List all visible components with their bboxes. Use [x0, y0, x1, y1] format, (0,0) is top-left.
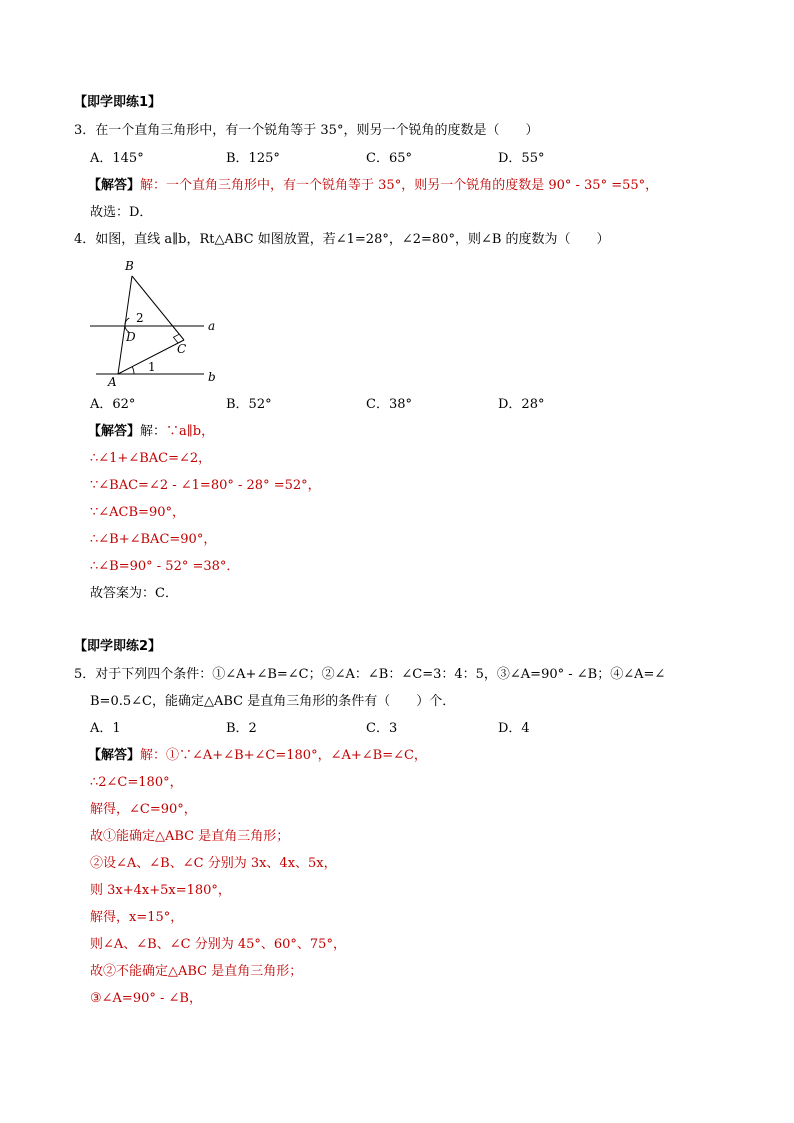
- q4-step-1: ∴∠1+∠BAC=∠2，: [90, 451, 212, 466]
- q5-option-d: D．4: [498, 721, 530, 736]
- q4-conclusion: 故答案为：C．: [90, 586, 178, 601]
- q5-step-2: 解得，∠C=90°，: [90, 802, 197, 817]
- question-5-stem-line-2: B=0.5∠C，能确定△ABC 是直角三角形的条件有（ ）个．: [90, 694, 456, 709]
- label-angle-1: 1: [148, 360, 156, 374]
- q4-step-5: ∴∠B=90° - 52° =38°．: [90, 559, 240, 574]
- q4-option-d: D．28°: [498, 397, 545, 412]
- q3-option-b: B．125°: [226, 151, 280, 166]
- label-line-b: b: [208, 370, 216, 384]
- q5-step-3: 故①能确定△ABC 是直角三角形；: [90, 829, 290, 844]
- q5-step-9: ③∠A=90° - ∠B，: [90, 991, 202, 1006]
- q5-step-8: 故②不能确定△ABC 是直角三角形；: [90, 964, 303, 979]
- q4-answer: [88, 423, 214, 441]
- q5-answer-first: 解：①∵∠A+∠B+∠C=180°，∠A+∠B=∠C，: [140, 748, 427, 763]
- q4-answer-first: ∵a∥b，: [166, 424, 215, 439]
- q4-answer-tag: 【解答】: [88, 424, 141, 439]
- q3-option-c: C．65°: [366, 151, 412, 166]
- q5-option-b: B．2: [226, 721, 257, 736]
- label-angle-2: 2: [136, 311, 144, 325]
- q5-answer: [88, 747, 427, 765]
- q5-answer-tag: 【解答】: [88, 748, 141, 763]
- q5-step-4: ②设∠A、∠B、∠C 分别为 3x、4x、5x，: [90, 856, 337, 871]
- label-c: C: [177, 342, 187, 356]
- q4-answer-prefix: 解：: [140, 424, 167, 439]
- triangle-parallel-lines-figure: [86, 256, 236, 391]
- q4-step-3: ∵∠ACB=90°，: [90, 505, 185, 520]
- q5-option-c: C．3: [366, 721, 398, 736]
- q4-option-c: C．38°: [366, 397, 412, 412]
- label-a-point: A: [108, 375, 117, 389]
- q5-option-a: A．1: [90, 721, 121, 736]
- q3-answer: [88, 177, 658, 195]
- q3-conclusion: 故选：D．: [90, 205, 153, 220]
- question-5-stem-line-1: 5．对于下列四个条件：①∠A+∠B=∠C；②∠A：∠B：∠C=3：4：5，③∠A=90° - ∠B；④∠A=∠: [74, 667, 666, 682]
- question-4-stem: 4．如图，直线 a∥b，Rt△ABC 如图放置，若∠1=28°，∠2=80°，则∠B 的度数为（ ）: [74, 232, 610, 247]
- q4-step-2: ∵∠BAC=∠2 - ∠1=80° - 28° =52°，: [90, 478, 321, 493]
- side-bc: [132, 276, 184, 340]
- q4-option-a: A．62°: [90, 397, 136, 412]
- q5-step-1: ∴2∠C=180°，: [90, 775, 183, 790]
- label-d: D: [126, 330, 136, 344]
- question-3-stem: 3．在一个直角三角形中，有一个锐角等于 35°，则另一个锐角的度数是（ ）: [74, 123, 539, 138]
- q3-answer-tag: 【解答】: [88, 178, 141, 193]
- q3-answer-body: 解：一个直角三角形中，有一个锐角等于 35°，则另一个锐角的度数是 90° - 35° =55°，: [140, 178, 659, 193]
- practice-heading-1: 【即学即练1】: [74, 95, 162, 110]
- q5-step-5: 则 3x+4x+5x=180°，: [90, 883, 231, 898]
- angle-1-arc: [132, 367, 134, 374]
- q3-option-d: D．55°: [498, 151, 545, 166]
- q4-step-4: ∴∠B+∠BAC=90°，: [90, 532, 217, 547]
- q5-step-7: 则∠A、∠B、∠C 分别为 45°、60°、75°，: [90, 937, 346, 952]
- q4-option-b: B．52°: [226, 397, 272, 412]
- q5-step-6: 解得，x=15°，: [90, 910, 184, 925]
- q3-option-a: A．145°: [90, 151, 144, 166]
- label-line-a: a: [208, 319, 216, 333]
- practice-heading-2: 【即学即练2】: [74, 639, 162, 654]
- label-b: B: [125, 259, 134, 273]
